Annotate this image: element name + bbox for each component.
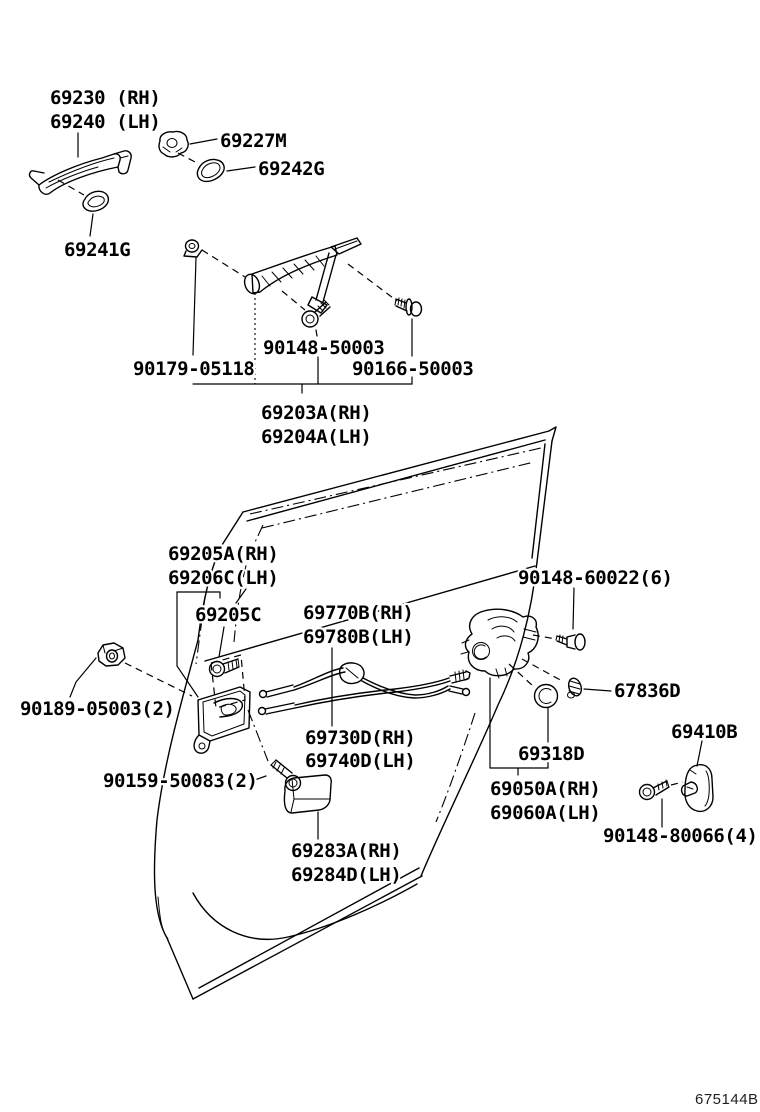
label-frame-clip: 90179-05118: [133, 358, 255, 380]
label-handle-frame-rh: 69203A(RH): [261, 402, 372, 424]
nut-drawing: [98, 643, 125, 666]
pad-69241g-drawing: [83, 191, 108, 211]
label-frame-screw-front: 90148-50003: [263, 337, 385, 359]
label-striker: 69410B: [671, 721, 738, 743]
label-striker-screw: 90148-80066(4): [603, 825, 758, 847]
label-handle-cover: 69227M: [220, 130, 287, 152]
label-inside-handle-rh: 69205A(RH): [168, 543, 279, 565]
drawing-code: 675144B: [695, 1091, 759, 1108]
label-inside-handle-screw: 69205C: [195, 604, 262, 626]
label-inside-handle-lh: 69206C(LH): [168, 567, 279, 589]
frame-clip-drawing: [184, 240, 202, 257]
lock-assembly-drawing: [461, 609, 538, 678]
label-handle-pad-rear: 69242G: [258, 158, 325, 180]
label-door-lock-rh: 69050A(RH): [490, 778, 601, 800]
label-service-cover-lh: 69284D(LH): [291, 864, 402, 886]
label-lock-remote-cable-rh: 69770B(RH): [303, 602, 414, 624]
label-outside-handle-rh: 69230 (RH): [50, 87, 161, 109]
label-handle-pad-front: 69241G: [64, 239, 131, 261]
bezel-screw-drawing: [210, 659, 240, 677]
label-outside-handle-lh: 69240 (LH): [50, 111, 161, 133]
label-handle-bolt: 90159-50083(2): [103, 770, 258, 792]
screw-90166-50003-drawing: [395, 298, 422, 316]
pad-69242g-drawing: [197, 159, 224, 181]
label-lock-grommet: 67836D: [614, 680, 681, 702]
label-inside-handle-nut: 90189-05003(2): [20, 698, 175, 720]
label-handle-frame-lh: 69204A(LH): [261, 426, 372, 448]
striker-screw-drawing: [640, 780, 670, 800]
handle-bolt-drawing: [271, 760, 301, 791]
label-lock-screw: 90148-60022(6): [518, 567, 673, 589]
label-service-cover-rh: 69283A(RH): [291, 840, 402, 862]
label-frame-screw-rear: 90166-50003: [352, 358, 474, 380]
grommet-drawing: [567, 677, 584, 698]
door-panel-outline: [125, 427, 556, 999]
handle-frame-drawing: [242, 238, 361, 313]
part-labels: [20, 87, 759, 1108]
cables-drawing: [259, 663, 471, 715]
cushion-drawing: [535, 685, 558, 708]
label-door-lock-lh: 69060A(LH): [490, 802, 601, 824]
label-lock-cushion: 69318D: [518, 743, 585, 765]
handle-cover-drawing: [159, 131, 188, 156]
label-locking-cable-lh: 69740D(LH): [305, 750, 416, 772]
label-lock-remote-cable-lh: 69780B(LH): [303, 626, 414, 648]
lock-screw-drawing: [556, 634, 585, 650]
striker-drawing: [682, 765, 713, 812]
label-locking-cable-rh: 69730D(RH): [305, 727, 416, 749]
inside-handle-drawing: [194, 687, 250, 753]
service-cover-drawing: [284, 775, 331, 813]
outside-handle-drawing: [30, 151, 132, 194]
